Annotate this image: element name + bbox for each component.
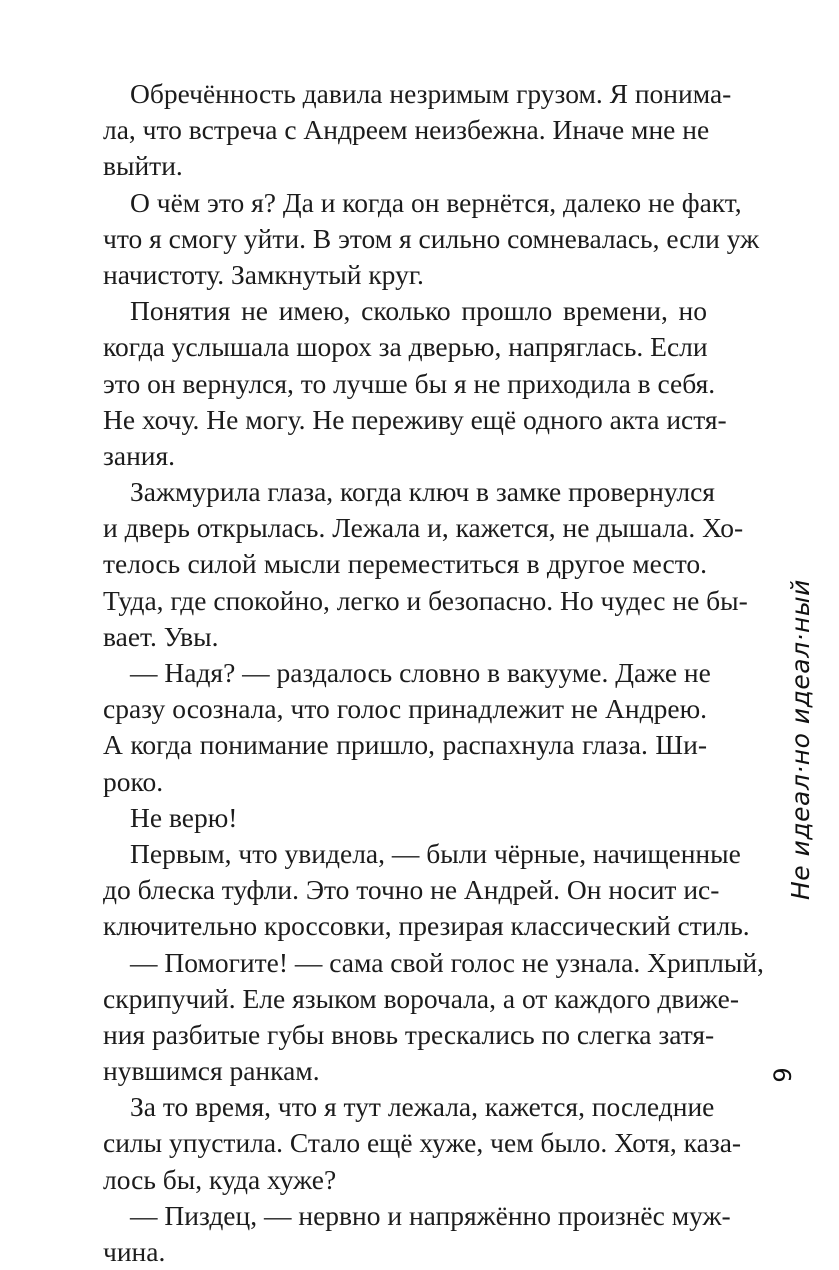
text-line: зания.	[103, 439, 176, 471]
text-line: телось силой мысли переместиться в другое место.	[103, 548, 707, 580]
text-line: и дверь открылась. Лежала и, кажется, не дышала. Хо-	[103, 512, 744, 544]
text-line: вает. Увы.	[103, 620, 219, 652]
page-number: 9	[769, 1067, 797, 1083]
text-line: — Надя? — раздалось словно в вакууме. Даже не	[130, 657, 711, 688]
text-line: Не хочу. Не могу. Не переживу ещё одного акта истя-	[103, 403, 727, 435]
text-line: когда услышала шорох за дверью, напряглась. Если	[103, 331, 708, 363]
text-line: это он вернулся, то лучше бы я не приходила в себя.	[103, 367, 716, 399]
text-line: сразу осознала, что голос принадлежит не Андрею.	[103, 693, 707, 725]
text-line: нувшимся ранкам.	[103, 1055, 320, 1087]
text-line: ния разбитые губы вновь трескались по слегка затя-	[103, 1018, 715, 1050]
text-line: начистоту. Замкнутый круг.	[103, 258, 424, 290]
text-line: А когда понимание пришло, распахнула глаза. Ши-	[103, 729, 707, 761]
text-line: Понятия не имею, сколько прошло времени, но	[130, 295, 707, 327]
text-line: Туда, где спокойно, легко и безопасно. Но чудес не бы-	[103, 584, 748, 616]
text-line: О чём это я? Да и когда он вернётся, далеко не факт,	[130, 186, 742, 218]
text-line: что я смогу уйти. В этом я сильно сомневалась, если уж	[103, 222, 760, 254]
text-line: лось бы, куда хуже?	[103, 1163, 337, 1195]
text-line: силы упустила. Стало ещё хуже, чем было. Хотя, каза-	[103, 1127, 742, 1159]
text-line: — Пиздец, — нервно и напряжённо произнёс муж-	[130, 1199, 731, 1231]
text-line: до блеска туфли. Это точно не Андрей. Он носит ис-	[103, 874, 720, 906]
text-line: чина.	[103, 1236, 166, 1267]
text-line: Не верю!	[130, 801, 238, 833]
text-line: За то время, что я тут лежала, кажется, последние	[130, 1091, 715, 1123]
text-line: роко.	[103, 765, 164, 797]
text-line: выйти.	[103, 150, 183, 182]
text-line: Первым, что увидела, — были чёрные, начищенные	[130, 837, 741, 869]
body-text	[103, 76, 764, 1270]
running-title: Не идеал·но идеал·ный	[786, 579, 815, 900]
text-line: ключительно кроссовки, презирая классический стиль.	[103, 910, 750, 942]
text-line: Обречённость давила незримым грузом. Я понима-	[130, 78, 732, 109]
text-line: скрипучий. Еле языком ворочала, а от каждого движе-	[103, 982, 740, 1014]
text-line: ла, что встреча с Андреем неизбежна. Иначе мне не	[103, 114, 710, 146]
text-line: — Помогите! — сама свой голос не узнала. Хриплый,	[130, 946, 764, 978]
text-line: Зажмурила глаза, когда ключ в замке провернулся	[130, 476, 715, 508]
